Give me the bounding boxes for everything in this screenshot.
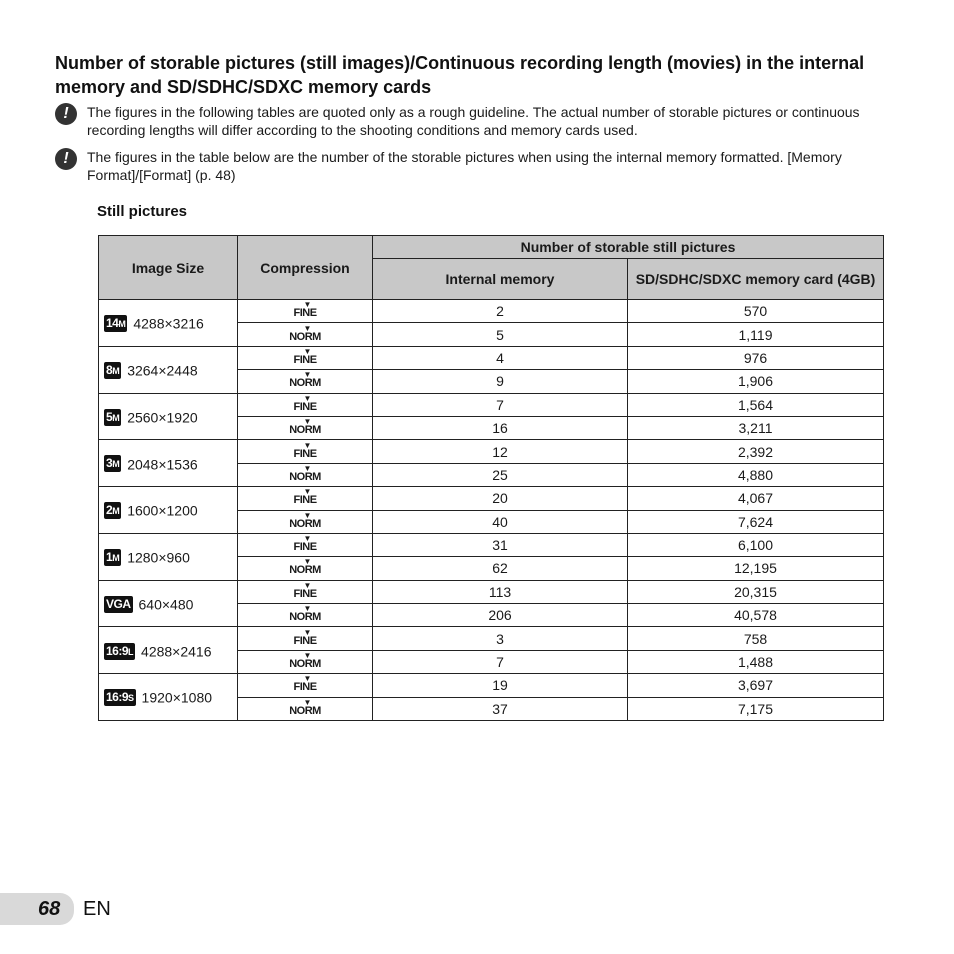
table-row [99,674,884,697]
compression-fine-cell [238,440,373,463]
normal-quality-icon: ▼ NORM [289,701,321,717]
header-storable-group: Number of storable still pictures [373,236,884,259]
image-size-icon-main: 5 [106,409,113,424]
table-row [99,346,884,369]
memory-card-value: 1,564 [628,393,884,416]
memory-card-value: 1,119 [628,323,884,346]
normal-quality-icon: ▼ NORM [289,607,321,623]
normal-quality-icon: ▼ NORM [289,467,321,483]
memory-card-value: 7,624 [628,510,884,533]
memory-card-value: 3,211 [628,416,884,439]
image-size-icon-suffix: M [112,552,120,563]
internal-memory-value: 19 [373,674,628,697]
memory-card-value: 4,880 [628,463,884,486]
compression-norm-cell [238,557,373,580]
image-size-cell [99,674,238,721]
normal-quality-icon: ▼ NORM [289,560,321,576]
compression-norm-cell [238,416,373,439]
header-memory-card: SD/SDHC/SDXC memory card (4GB) [628,259,884,300]
internal-memory-value: 7 [373,393,628,416]
image-size-icon-suffix: M [112,459,120,470]
image-size-icon [104,689,136,706]
image-size-value: 1280×960 [127,549,190,566]
compression-norm-cell [238,323,373,346]
compression-fine-cell [238,346,373,369]
image-size-value: 3264×2448 [127,362,198,379]
image-size-cell [99,300,238,347]
compression-norm-cell [238,650,373,673]
image-size-icon [104,502,121,519]
header-compression: Compression [238,236,373,300]
image-size-icon [104,596,133,613]
image-size-icon-suffix: M [112,412,120,423]
memory-card-value: 20,315 [628,580,884,603]
image-size-cell [99,440,238,487]
internal-memory-value: 20 [373,487,628,510]
internal-memory-value: 31 [373,533,628,556]
image-size-icon-main: 16:9 [106,643,129,658]
internal-memory-value: 25 [373,463,628,486]
memory-card-value: 1,906 [628,370,884,393]
image-size-icon-main: 16:9 [106,690,129,705]
internal-memory-value: 37 [373,697,628,720]
caution-note-text: The figures in the following tables are quoted only as a rough guideline. The actual number of storable pictures or continuous recording lengths will differ according to the shooting conditions and memory cards used. [87,104,860,138]
memory-card-value: 976 [628,346,884,369]
compression-fine-cell [238,580,373,603]
image-size-value: 2560×1920 [127,409,198,426]
compression-fine-cell [238,627,373,650]
image-size-icon-main: 8 [106,362,113,377]
fine-quality-icon: ▼ FINE [293,490,316,506]
image-size-value: 2048×1536 [127,455,198,472]
header-internal-memory: Internal memory [373,259,628,300]
image-size-icon-main: 3 [106,456,113,471]
image-size-cell [99,393,238,440]
image-size-icon-main: 2 [106,503,113,518]
image-size-icon-main: VGA [106,596,131,611]
image-size-icon-main: 1 [106,549,113,564]
normal-quality-icon: ▼ NORM [289,514,321,530]
compression-norm-cell [238,370,373,393]
compression-norm-cell [238,604,373,627]
caution-note-text: The figures in the table below are the number of the storable pictures when using the internal memory formatted. [Memory Format]/[Format] (p. 48) [87,149,842,183]
internal-memory-value: 206 [373,604,628,627]
fine-quality-icon: ▼ FINE [293,584,316,600]
page-tab [0,893,74,925]
internal-memory-value: 5 [373,323,628,346]
internal-memory-value: 62 [373,557,628,580]
compression-norm-cell [238,463,373,486]
table-row [99,627,884,650]
internal-memory-value: 4 [373,346,628,369]
image-size-cell [99,627,238,674]
page-number: 68 [38,898,61,920]
image-size-cell [99,533,238,580]
image-size-cell [99,346,238,393]
compression-fine-cell [238,300,373,323]
table-row [99,300,884,323]
fine-quality-icon: ▼ FINE [293,631,316,647]
compression-fine-cell [238,533,373,556]
image-size-icon-suffix: S [128,693,134,704]
image-size-value: 4288×3216 [133,315,204,332]
table-row [99,487,884,510]
image-size-icon-suffix: M [118,319,126,330]
memory-card-value: 3,697 [628,674,884,697]
image-size-icon [104,409,121,426]
memory-card-value: 2,392 [628,440,884,463]
internal-memory-value: 113 [373,580,628,603]
table-row [99,440,884,463]
image-size-value: 640×480 [138,596,194,613]
memory-card-value: 1,488 [628,650,884,673]
image-size-icon-suffix: M [112,365,120,376]
internal-memory-value: 9 [373,370,628,393]
image-size-icon-suffix: L [128,646,134,657]
fine-quality-icon: ▼ FINE [293,537,316,553]
fine-quality-icon: ▼ FINE [293,444,316,460]
internal-memory-value: 16 [373,416,628,439]
fine-quality-icon: ▼ FINE [293,303,316,319]
image-size-value: 1920×1080 [141,689,213,706]
compression-fine-cell [238,674,373,697]
memory-card-value: 6,100 [628,533,884,556]
image-size-icon [104,362,121,379]
normal-quality-icon: ▼ NORM [289,327,321,343]
memory-card-value: 12,195 [628,557,884,580]
internal-memory-value: 7 [373,650,628,673]
compression-fine-cell [238,393,373,416]
header-image-size: Image Size [99,236,238,300]
caution-icon: ! [55,148,77,170]
fine-quality-icon: ▼ FINE [293,677,316,693]
fine-quality-icon: ▼ FINE [293,397,316,413]
internal-memory-value: 2 [373,300,628,323]
image-size-icon [104,643,135,660]
page-heading: Number of storable pictures (still images)/Continuous recording length (movies) in the internal memory and SD/SDHC/SDXC memory cards [55,53,865,97]
normal-quality-icon: ▼ NORM [289,654,321,670]
compression-norm-cell [238,697,373,720]
normal-quality-icon: ▼ NORM [289,373,321,389]
caution-icon: ! [55,103,77,125]
compression-fine-cell [238,487,373,510]
internal-memory-value: 40 [373,510,628,533]
memory-card-value: 4,067 [628,487,884,510]
image-size-icon [104,315,127,332]
image-size-cell [99,487,238,534]
memory-card-value: 40,578 [628,604,884,627]
memory-card-value: 758 [628,627,884,650]
table-row [99,533,884,556]
image-size-cell [99,580,238,627]
image-size-icon [104,455,121,472]
image-size-icon-main: 14 [106,316,119,331]
table-row [99,393,884,416]
normal-quality-icon: ▼ NORM [289,420,321,436]
internal-memory-value: 3 [373,627,628,650]
memory-card-value: 7,175 [628,697,884,720]
fine-quality-icon: ▼ FINE [293,350,316,366]
image-size-value: 4288×2416 [141,643,212,659]
image-size-icon [104,549,121,566]
section-title: Still pictures [97,203,188,220]
image-size-value: 1600×1200 [127,502,198,519]
storable-pictures-table [98,235,884,721]
compression-norm-cell [238,510,373,533]
page-language: EN [83,898,111,920]
internal-memory-value: 12 [373,440,628,463]
memory-card-value: 570 [628,300,884,323]
table-row [99,580,884,603]
image-size-icon-suffix: M [112,506,120,517]
